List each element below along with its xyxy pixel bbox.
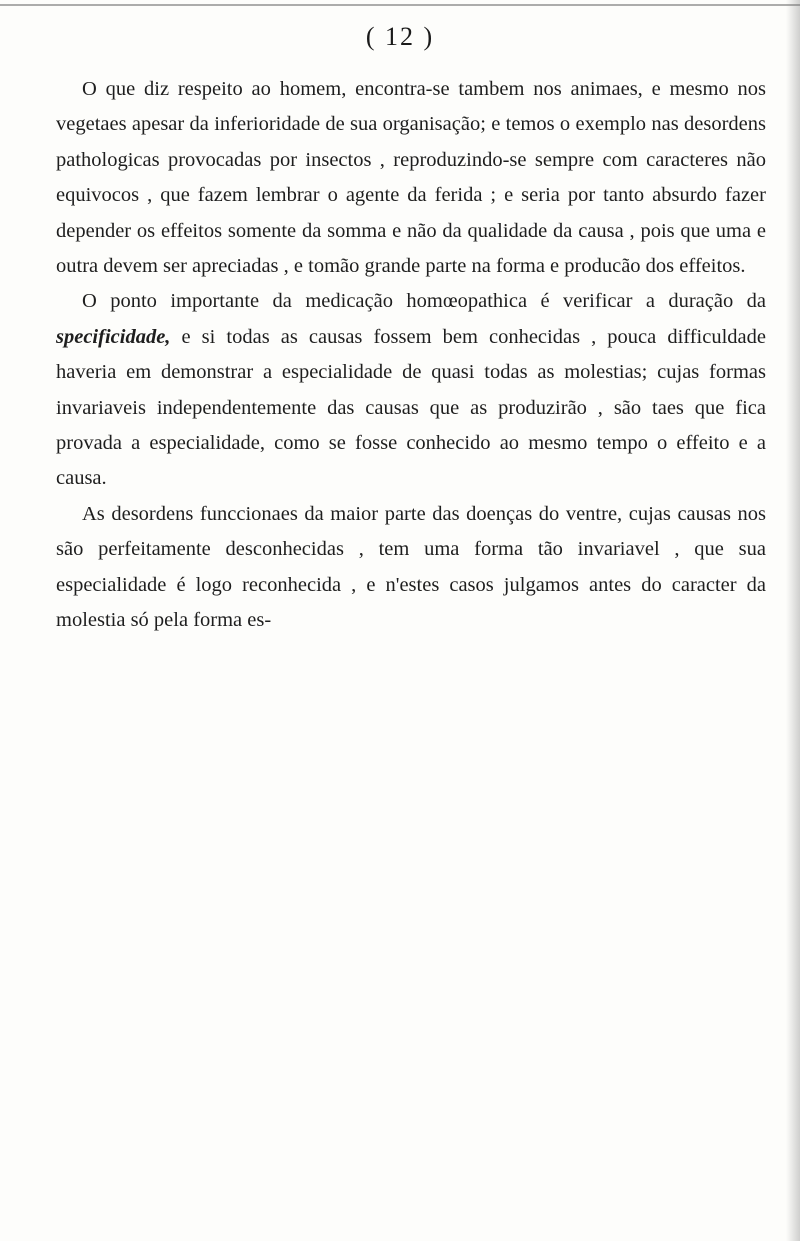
paragraph-2-end: e si todas as causas fossem bem conhecidas , pouca difficuldade haveria em demonstrar a especialidade de quasi todas as molestias; cujas formas invariaveis independentemente das causas que as produzirão , são taes que fica provada a especialidade, como se fosse conhecido ao mesmo tempo o effeito e a causa. [56, 325, 766, 490]
body-text [56, 72, 766, 639]
paragraph-2 [56, 284, 766, 496]
emphasized-term: specificidade, [56, 325, 171, 348]
page-edge-shadow [786, 0, 800, 1241]
page-number: ( 12 ) [365, 22, 435, 51]
paragraph-2-start: O ponto importante da medicação homœopathica é verificar a duração da [82, 290, 766, 313]
top-edge-line [0, 4, 800, 6]
paragraph-3: As desordens funccionaes da maior parte das doenças do ventre, cujas causas nos são perfeitamente desconhecidas , tem uma forma tão invariavel , que sua especialidade é logo reconhecida , e n'estes casos julgamos antes do caracter da molestia só pela forma es- [56, 502, 766, 632]
paragraph-1: O que diz respeito ao homem, encontra-se tambem nos animaes, e mesmo nos vegetaes apesar da inferioridade de sua organisação; e temos o exemplo nas desordens pathologicas provocadas por insectos , reproduzindo-se sempre com caracteres não equivocos , que fazem lembrar o agente da ferida ; e seria por tanto absurdo fazer depender os effeitos somente da somma e não da qualidade da causa , pois que uma e outra devem ser apreciadas , e tomão grande parte na forma e producão dos effeitos. [56, 78, 766, 278]
